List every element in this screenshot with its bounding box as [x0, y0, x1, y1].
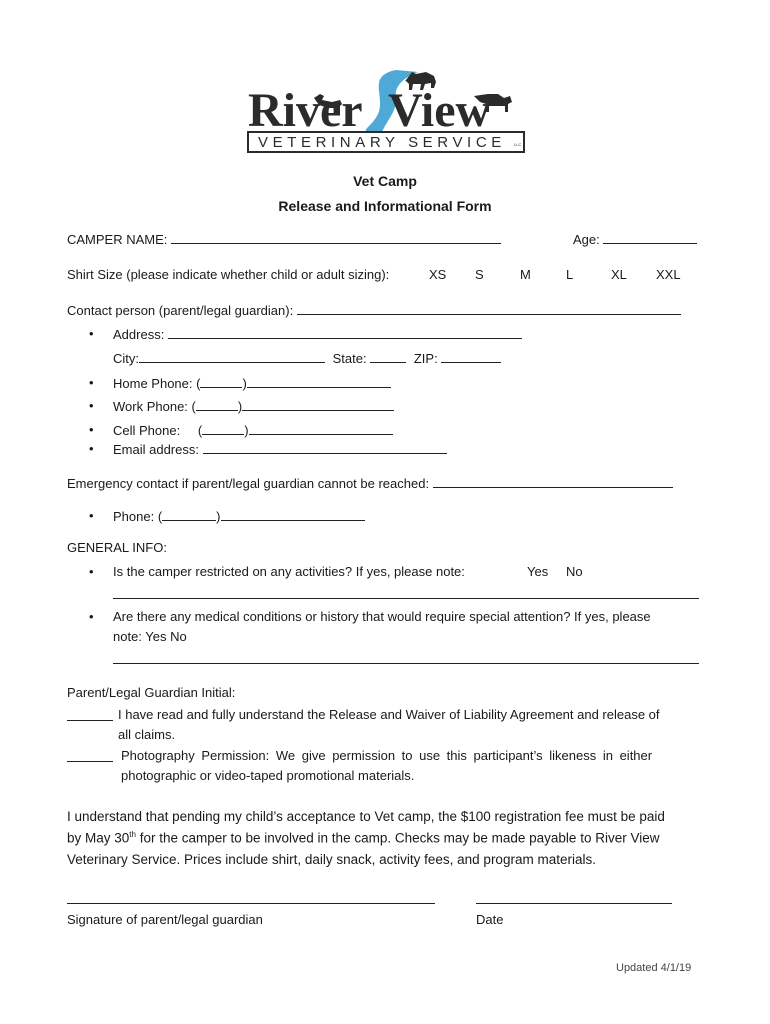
camper-name-row [67, 231, 501, 247]
logo [246, 66, 528, 156]
camper-name-field[interactable] [171, 231, 501, 244]
age-row [573, 231, 697, 247]
cell-phone-row [113, 422, 393, 438]
paren-close: ) [242, 376, 247, 391]
shirt-size-label: Shirt Size (please indicate whether child or adult sizing): [67, 267, 390, 282]
address-field[interactable] [168, 326, 522, 339]
release-text-line2: all claims. [118, 727, 176, 742]
shirt-size-xs[interactable]: XS [429, 267, 447, 282]
bullet: • [89, 609, 94, 624]
restriction-question: Is the camper restricted on any activities? If yes, please note: [113, 564, 465, 579]
email-field[interactable] [203, 441, 447, 454]
shirt-size-s[interactable]: S [475, 267, 484, 282]
bullet: • [89, 422, 94, 437]
signature-line[interactable] [67, 903, 435, 904]
general-info-label: GENERAL INFO: [67, 540, 167, 555]
emergency-area-code-field[interactable] [162, 508, 216, 521]
address-label: Address: [113, 327, 165, 342]
emergency-phone-row [113, 508, 365, 524]
work-phone-label: Work Phone: [113, 399, 188, 414]
logo-graphic [246, 66, 528, 156]
medical-question-line2: note: Yes No [113, 629, 187, 644]
bullet: • [89, 508, 94, 523]
zip-label: ZIP: [413, 351, 438, 366]
shirt-size-l[interactable]: L [566, 267, 574, 282]
date-label: Date [476, 912, 504, 927]
work-phone-row [113, 398, 394, 414]
date-line[interactable] [476, 903, 672, 904]
release-text-line1: I have read and fully understand the Release and Waiver of Liability Agreement and release of [118, 707, 660, 722]
cell-area-code-field[interactable] [202, 422, 244, 435]
shirt-size-m[interactable]: M [520, 267, 531, 282]
cell-phone-label: Cell Phone: [113, 423, 181, 438]
restriction-yes[interactable]: Yes [527, 564, 549, 579]
shirt-size-xxl[interactable]: XXL [656, 267, 681, 282]
initials-label: Parent/Legal Guardian Initial: [67, 685, 236, 700]
paren-open: ( [196, 376, 201, 391]
city-state-zip-row [113, 350, 501, 366]
logo-word-river: River [248, 84, 363, 137]
initial-field-photo[interactable] [67, 761, 113, 762]
emergency-row [67, 475, 673, 491]
paren-close: ) [237, 399, 243, 414]
agreement-line2 [67, 830, 659, 846]
contact-label: Contact person (parent/legal guardian): [67, 303, 294, 318]
bullet: • [89, 375, 94, 390]
emergency-field[interactable] [433, 475, 673, 488]
city-label: City: [113, 351, 139, 366]
email-row [113, 441, 447, 457]
medical-note-line[interactable] [113, 663, 699, 664]
paren-open: ( [191, 399, 196, 414]
agreement-line2-b: for the camper to be involved in the camp. Checks may be made payable to River View [135, 830, 660, 846]
bullet: • [89, 326, 94, 341]
home-phone-label: Home Phone: [113, 376, 193, 391]
contact-field[interactable] [297, 302, 681, 315]
bullet: • [89, 564, 94, 579]
updated-date: Updated 4/1/19 [616, 962, 692, 974]
city-field[interactable] [139, 350, 325, 363]
signature-label: Signature of parent/legal guardian [67, 912, 263, 927]
form-subtitle: Release and Informational Form [278, 198, 492, 214]
work-area-code-field[interactable] [196, 398, 238, 411]
contact-row [67, 302, 681, 318]
home-phone-row [113, 375, 391, 391]
restriction-no[interactable]: No [566, 564, 583, 579]
age-field[interactable] [603, 231, 697, 244]
paren-open: ( [157, 509, 163, 524]
age-label: Age: [573, 232, 600, 247]
form-title: Vet Camp [353, 173, 417, 189]
bullet: • [89, 398, 94, 413]
work-phone-field[interactable] [242, 398, 394, 411]
paren-close: ) [244, 423, 249, 438]
medical-question-line1: Are there any medical conditions or history that would require special attention? If yes, please [113, 609, 651, 624]
agreement-line3: Veterinary Service. Prices include shirt, daily snack, activity fees, and program materials. [67, 852, 596, 867]
restriction-note-line[interactable] [113, 598, 699, 599]
emergency-label: Emergency contact if parent/legal guardian cannot be reached: [67, 476, 430, 491]
agreement-line2-a: by May 30 [67, 830, 130, 846]
email-label: Email address: [113, 442, 199, 457]
shirt-size-xl[interactable]: XL [611, 267, 627, 282]
logo-word-view: View [388, 84, 491, 137]
photo-text-line1: Photography Permission: We give permission to use this participant’s likeness in either [121, 748, 653, 763]
agreement-line1: I understand that pending my child’s acceptance to Vet camp, the $100 registration fee must be paid [67, 809, 665, 824]
emergency-phone-label: Phone: [113, 509, 155, 524]
logo-tagline: VETERINARY SERVICE [258, 134, 506, 151]
cell-phone-field[interactable] [249, 422, 393, 435]
home-phone-field[interactable] [247, 375, 391, 388]
camper-name-label: CAMPER NAME: [67, 232, 168, 247]
initial-field-release[interactable] [67, 720, 113, 721]
logo-trademark: LLC [514, 142, 522, 147]
bullet: • [89, 441, 94, 456]
paren-open: ( [197, 423, 203, 438]
agreement-line2-sup: th [129, 830, 136, 839]
home-area-code-field[interactable] [200, 375, 242, 388]
photo-text-line2: photographic or video-taped promotional materials. [121, 768, 415, 783]
emergency-phone-field[interactable] [221, 508, 365, 521]
state-field[interactable] [370, 350, 406, 363]
state-label: State: [332, 351, 367, 366]
zip-field[interactable] [441, 350, 501, 363]
paren-close: ) [216, 509, 221, 524]
address-row [113, 326, 522, 342]
